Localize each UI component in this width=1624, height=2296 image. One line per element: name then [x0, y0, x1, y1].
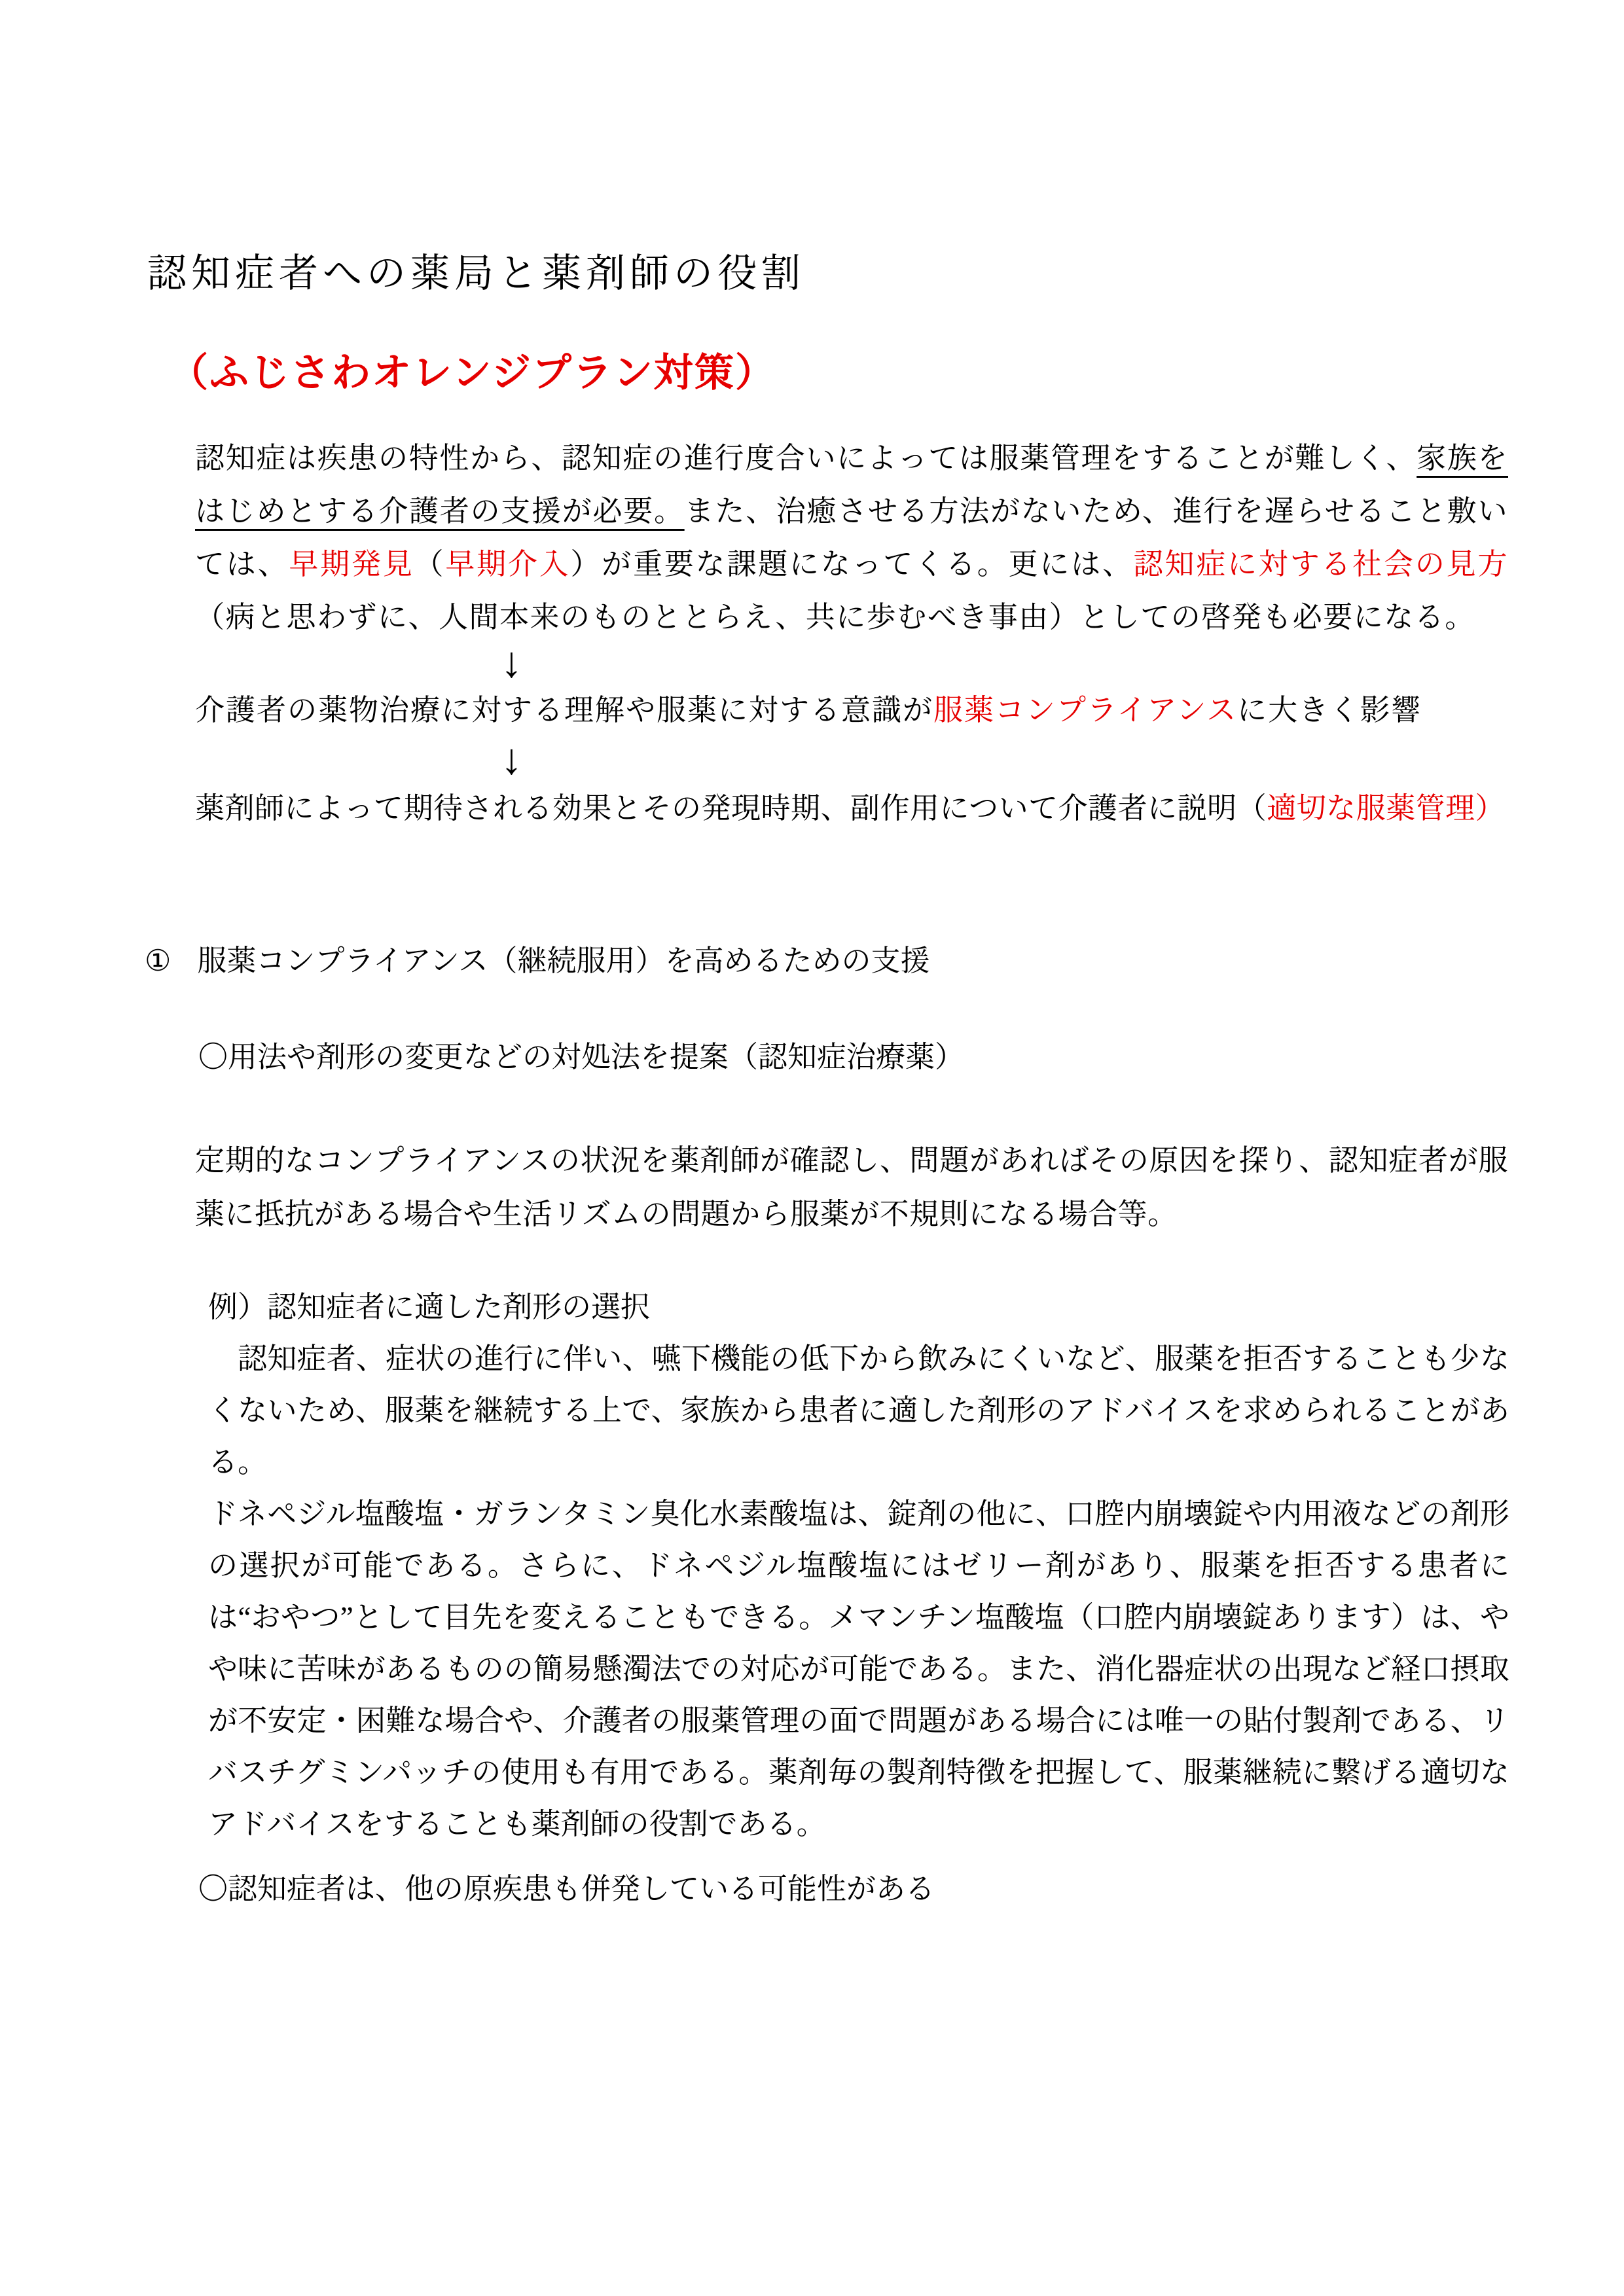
circled-number-marker: ①	[145, 944, 171, 977]
example-paragraph-2: ドネペジル塩酸塩・ガランタミン臭化水素酸塩は、錠剤の他に、口腔内崩壊錠や内用液などの剤形の選択が可能である。さらに、ドネペジル塩酸塩にはゼリー剤があり、服薬を拒否する患者には“おやつ”として目先を変えることもできる。メマンチン塩酸塩（口腔内崩壊錠あります）は、やや味に苦味があるものの簡易懸濁法での対応が可能である。また、消化器症状の出現など経口摂取が不安定・困難な場合や、介護者の服薬管理の面で問題がある場合には唯一の貼付製剤である、リバスチグミンパッチの使用も有用である。薬剤毎の製剤特徴を把握して、服薬継続に繋げる適切なアドバイスをすることも薬剤師の役割である。	[208, 1498, 1509, 1840]
page-title: 認知症者への薬局と薬剤師の役割	[147, 252, 805, 296]
text-run: 認知症は疾患の特性から、認知症の進行度合いによっては服薬管理をすることが難しく、	[195, 442, 1417, 475]
text-run: に大きく影響	[1237, 694, 1422, 726]
page-subtitle: （ふじさわオレンジプラン対策）	[169, 351, 776, 395]
red-text-run: 早期発見	[289, 548, 414, 581]
flow-statement-pharmacist	[195, 789, 1505, 828]
red-text-run: 服薬コンプライアンス	[933, 694, 1238, 726]
bullet-point-dosage-form: 〇用法や剤形の変更などの対処法を提案（認知症治療薬）	[198, 1041, 965, 1073]
text-run: ）が重要な課題になってくる。更には、	[570, 548, 1134, 581]
text-run: 介護者の薬物治療に対する理解や服薬に対する意識が	[195, 694, 934, 726]
bullet-point-comorbidity: 〇認知症者は、他の原疾患も併発している可能性がある	[198, 1873, 935, 1905]
example-section	[208, 1282, 1509, 1850]
compliance-paragraph: 定期的なコンプライアンスの状況を薬剤師が確認し、問題があればその原因を探り、認知症者が服薬に抵抗がある場合や生活リズムの問題から服薬が不規則になる場合等。	[195, 1144, 1508, 1230]
text-run: 薬剤師によって期待される効果とその発現時期、副作用について介護者に説明	[195, 792, 1237, 825]
text-run: （病と思わずに、人間本来のものととらえ、共に歩むべき事由）としての啓発も必要になる。	[195, 601, 1475, 634]
example-paragraph-1: 認知症者、症状の進行に伴い、嚥下機能の低下から飲みにくいなど、服薬を拒否することも少なくないため、服薬を継続する上で、家族から患者に適した剤形のアドバイスを求められることがある。	[208, 1342, 1509, 1479]
down-arrow-icon: ↓	[501, 639, 522, 687]
red-text-run: 認知症に対する社会の見方	[1133, 548, 1508, 581]
text-run: また、治癒させる方法がないため、進行を遅らせること敷いては、	[195, 495, 1508, 581]
red-text-run: 適切な服薬管理）	[1267, 792, 1506, 825]
intro-paragraph	[195, 432, 1508, 644]
red-text-run: 早期介入	[445, 548, 571, 581]
text-run: （	[1236, 792, 1267, 825]
underlined-text-run: 家族をはじめとする介護者の支援が必要。	[195, 442, 1508, 528]
down-arrow-icon: ↓	[501, 736, 522, 783]
section-1-heading	[145, 941, 930, 980]
example-label: 例）認知症者に適した剤形の選択	[208, 1291, 651, 1323]
section-1-title: 服薬コンプライアンス（継続服用）を高めるための支援	[197, 944, 930, 977]
flow-statement-caregiver	[195, 691, 1422, 730]
text-run: （	[414, 548, 446, 581]
